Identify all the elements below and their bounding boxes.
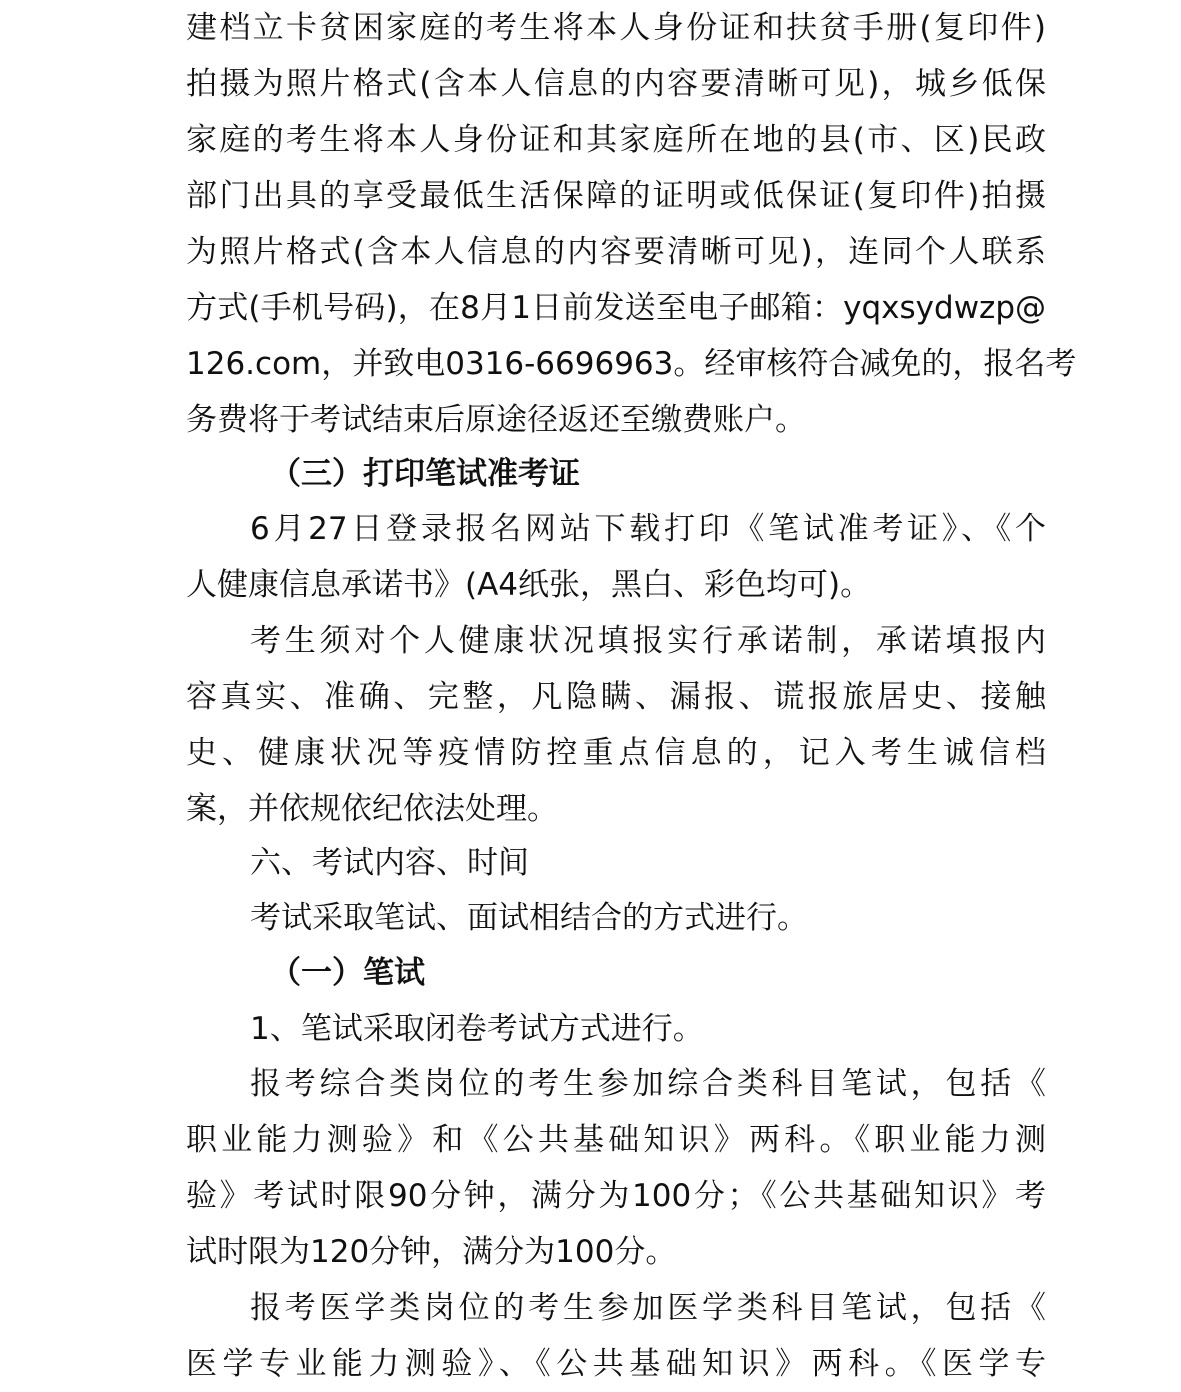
text-line: 务费将于考试结束后原途径返还至缴费账户。	[186, 402, 806, 438]
text-line: 1、笔试采取闭卷考试方式进行。	[250, 1011, 704, 1047]
text-line: 6月27日登录报名网站下载打印《笔试准考证》、《个	[250, 511, 1046, 547]
text-line: 医学专业能力测验》、《公共基础知识》两科。《医学专	[186, 1346, 1046, 1382]
text-line: 试时限为120分钟，满分为100分。	[186, 1234, 677, 1270]
text-line: 考生须对个人健康状况填报实行承诺制，承诺填报内	[250, 623, 1046, 659]
text-line: 验》考试时限90分钟，满分为100分；《公共基础知识》考	[186, 1178, 1046, 1214]
section-heading-exam-content-time: 六、考试内容、时间	[250, 845, 529, 881]
text-line: 案，并依规依纪依法处理。	[186, 791, 558, 827]
text-line: 为照片格式(含本人信息的内容要清晰可见)，连同个人联系	[186, 234, 1046, 270]
text-line: 职业能力测验》和《公共基础知识》两科。《职业能力测	[186, 1122, 1046, 1158]
text-line: 容真实、准确、完整，凡隐瞒、漏报、谎报旅居史、接触	[186, 679, 1046, 715]
text-line: 建档立卡贫困家庭的考生将本人身份证和扶贫手册(复印件)	[186, 10, 1046, 46]
text-line: 报考医学类岗位的考生参加医学类科目笔试，包括《	[250, 1290, 1046, 1326]
text-line: 方式(手机号码)，在8月1日前发送至电子邮箱：yqxsydwzp@	[186, 290, 1046, 326]
text-line: 人健康信息承诺书》(A4纸张，黑白、彩色均可)。	[186, 567, 872, 603]
text-line: 部门出具的享受最低生活保障的证明或低保证(复印件)拍摄	[186, 178, 1046, 214]
text-line: 126.com，并致电0316-6696963。经审核符合减免的，报名考	[186, 346, 1077, 382]
text-line: 考试采取笔试、面试相结合的方式进行。	[250, 900, 808, 936]
text-line: 史、健康状况等疫情防控重点信息的，记入考生诚信档	[186, 735, 1046, 771]
text-line: 报考综合类岗位的考生参加综合类科目笔试，包括《	[250, 1066, 1046, 1102]
text-line: 拍摄为照片格式(含本人信息的内容要清晰可见)，城乡低保	[186, 66, 1046, 102]
section-heading-written-exam: （一）笔试	[270, 955, 425, 991]
text-line: 家庭的考生将本人身份证和其家庭所在地的县(市、区)民政	[186, 122, 1046, 158]
section-heading-print-admission-ticket: （三）打印笔试准考证	[270, 456, 580, 492]
